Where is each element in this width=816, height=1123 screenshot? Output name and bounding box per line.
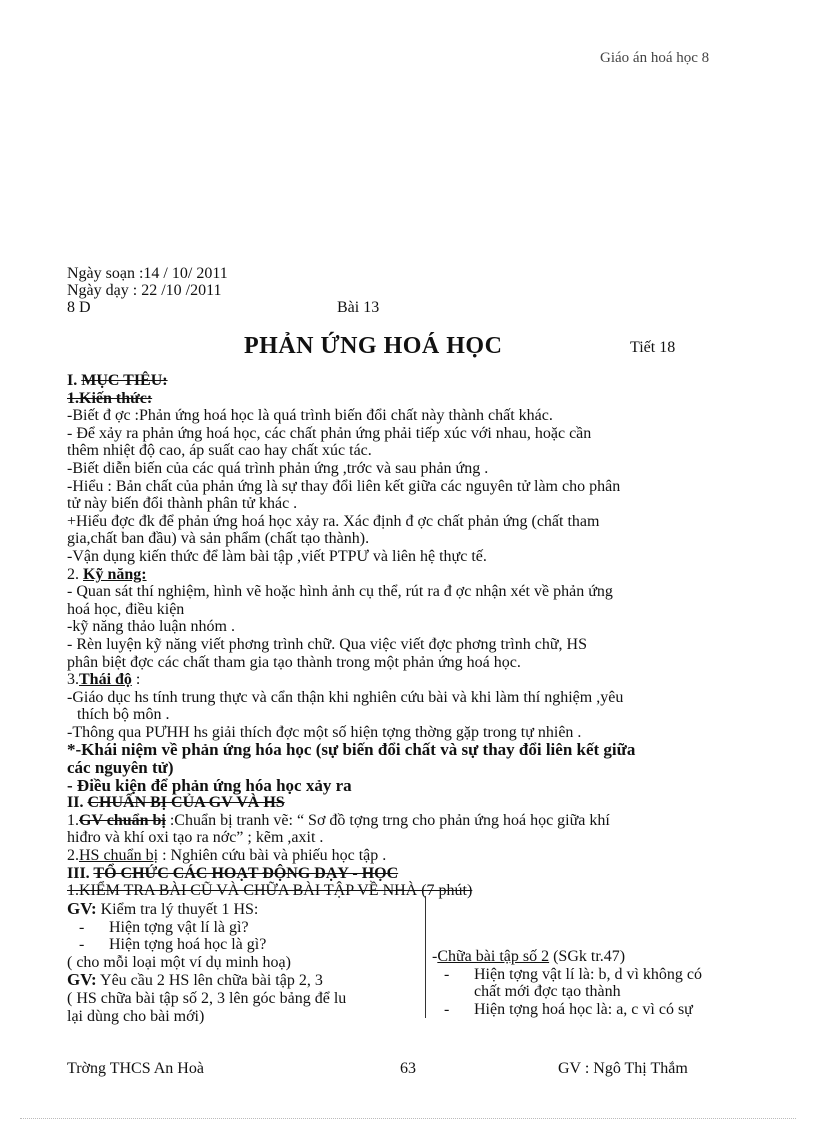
page-title: PHẢN ỨNG HOÁ HỌC: [244, 333, 503, 359]
teach-date: Ngày dạy : 22 /10 /2011: [67, 282, 222, 299]
lesson-content: [67, 372, 767, 900]
objectives-heading: I. MỤC TIÊU:: [67, 372, 168, 389]
teacher-preparation-cont: hiđro và khí oxi tạo ra nớc” ; kẽm ,axit .: [67, 829, 324, 847]
skills-line: - Quan sát thí nghiệm, hình vẽ hoặc hình ảnh cụ thể, rút ra đ ợc nhận xét về phản ứng: [67, 583, 613, 601]
answer-item-cont: chất mới đợc tạo thành: [474, 983, 621, 1001]
footer-teacher: GV : Ngô Thị Thắm: [558, 1060, 688, 1077]
attitude-line: -Giáo dục hs tính trung thực và cẩn thận khi nghiên cứu bài và khi làm thí nghiệm ,yêu: [67, 688, 624, 706]
answer-heading: -Chữa bài tập số 2 (SGk tr.47): [432, 948, 626, 965]
footer-page-number: 63: [400, 1060, 416, 1077]
question-item: - Hiện tợng hoá học là gì?: [79, 936, 267, 954]
knowledge-line: -Vận dụng kiến thức để làm bài tập ,viết PTPƯ và liên hệ thực tế.: [67, 547, 487, 565]
skills-line: phân biệt đợc các chất tham gia tạo thành trong một phản ứng hoá học.: [67, 653, 521, 671]
period-number: Tiết 18: [630, 339, 676, 356]
knowledge-line: -Hiểu : Bản chất của phản ứng là sự thay đổi liên kết giữa các nguyên tử làm cho phân: [67, 477, 621, 495]
skills-line: hoá học, điều kiện: [67, 600, 185, 618]
skills-heading: 2. Kỹ năng:: [67, 565, 147, 583]
knowledge-line: tử này biến đổi thành phân tử khác .: [67, 495, 298, 513]
student-note: ( HS chữa bài tập số 2, 3 lên góc bảng để lu: [67, 989, 347, 1007]
key-point: - Điều kiện để phản ứng hóa học xảy ra: [67, 775, 352, 795]
knowledge-line: gia,chất ban đầu) và sản phẩm (chất tạo thành).: [67, 530, 370, 548]
attitude-line: -Thông qua PƯHH hs giải thích đợc một số hiện tợng thờng gặp trong tự nhiên .: [67, 723, 582, 741]
skills-line: -kỹ năng thảo luận nhóm .: [67, 618, 235, 636]
knowledge-heading: 1.Kiến thức:: [67, 389, 153, 407]
prep-date: Ngày soạn :14 / 10/ 2011: [67, 265, 228, 282]
teacher-instruction: GV: Kiểm tra lý thuyết 1 HS:: [67, 899, 259, 918]
teacher-preparation: 1.GV chuẩn bị :Chuẩn bị tranh vẽ: “ Sơ đồ tợng trng cho phản ứng hoá học giữa khí: [67, 811, 610, 829]
student-preparation: 2.HS chuẩn bị : Nghiên cứu bài và phiếu học tập .: [67, 847, 387, 865]
knowledge-line: - Để xảy ra phản ứng hoá học, các chất phản ứng phải tiếp xúc với nhau, hoặc cần: [67, 424, 592, 442]
attitude-heading: 3.Thái độ :: [67, 671, 141, 689]
check-old-lesson-heading: 1.KIỂM TRA BÀI CŨ VÀ CHỮA BÀI TẬP VỀ NHÀ (7 phút): [67, 882, 473, 900]
knowledge-line: +Hiểu đợc đk để phản ứng hoá học xảy ra. Xác định đ ợc chất phản ứng (chất tham: [67, 512, 600, 530]
footer-school: Trờng THCS An Hoà: [67, 1060, 204, 1077]
knowledge-line: -Biết diễn biến của các quá trình phản ứng ,trớc và sau phản ứng .: [67, 459, 489, 477]
key-point: *-Khái niệm về phản ứng hóa học (sự biến đổi chất và sự thay đổi liên kết giữa: [67, 740, 636, 760]
class-name: 8 D: [67, 299, 91, 316]
knowledge-line: -Biết đ ợc :Phản ứng hoá học là quá trình biến đổi chất này thành chất khác.: [67, 407, 553, 425]
teacher-activity-column: [67, 900, 417, 1025]
lesson-number: Bài 13: [337, 299, 380, 316]
attitude-line: thích bộ môn .: [77, 706, 170, 724]
page-bottom-rule: [20, 1118, 796, 1119]
answer-item: - Hiện tợng hoá học là: a, c vì có sự: [444, 1000, 693, 1018]
header-note: Giáo án hoá học 8: [600, 50, 710, 66]
student-note: lại dùng cho bài mới): [67, 1007, 205, 1025]
knowledge-line: thêm nhiệt độ cao, áp suất cao hay chất xúc tác.: [67, 442, 372, 460]
answer-item: - Hiện tợng vật lí là: b, d vì không có: [444, 965, 702, 983]
question-item: - Hiện tợng vật lí là gì?: [79, 918, 249, 936]
column-divider: [425, 896, 426, 1018]
teacher-instruction: GV: Yêu cầu 2 HS lên chữa bài tập 2, 3: [67, 970, 323, 990]
skills-line: - Rèn luyện kỹ năng viết phơng trình chữ. Qua việc viết đợc phơng trình chữ, HS: [67, 635, 587, 653]
key-point: các nguyên tử): [67, 758, 174, 778]
organization-heading: III. TỔ CHỨC CÁC HOẠT ĐỘNG DẠY - HỌC: [67, 864, 399, 882]
example-note: ( cho mỗi loại một ví dụ minh hoạ): [67, 953, 291, 971]
answer-column: [432, 948, 772, 1018]
preparation-heading: II. CHUẨN BỊ CỦA GV VÀ HS: [67, 794, 285, 812]
